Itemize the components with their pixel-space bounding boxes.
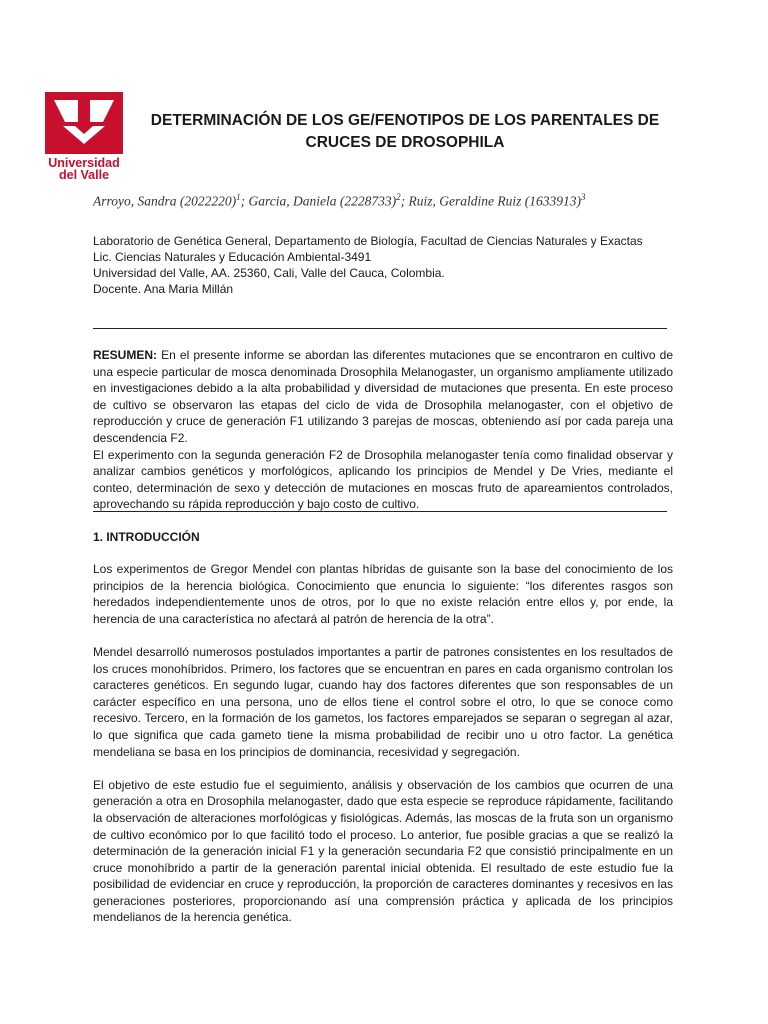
divider-top [93, 328, 667, 329]
affiliation-line: Universidad del Valle, AA. 25360, Cali, Valle del Cauca, Colombia. [93, 266, 445, 280]
abstract-paragraph: El experimento con la segunda generación F2 de Drosophila melanogaster tenía como finalidad observar y analizar cambios genéticos y morfológicos, aplicando los principios de Mendel y De Vries, mediante el conteo, determinación de sexo y detección de mutaciones en moscas fruto de apareamientos controlados, aprovechando su rápida reproducción y bajo costo de cultivo. [93, 447, 673, 512]
author-affil-marker: 3 [580, 192, 586, 202]
introduction-body [93, 561, 673, 943]
page-title [140, 110, 670, 154]
intro-paragraph: Los experimentos de Gregor Mendel con plantas híbridas de guisante son la base del conocimiento de los principios de la herencia biológica. Conocimiento que enuncia lo siguiente: “los diferentes rasgos son heredados independientemente unos de otros, por lo que no existe relación entre ellos y, por ende, la herencia de una característica no afectará al patrón de herencia de la otra”. [93, 562, 673, 626]
affiliation-line: Laboratorio de Genética General, Departamento de Biología, Facultad de Ciencias Naturales y Exactas [93, 234, 643, 248]
logo-line1: Universidad [48, 156, 120, 170]
logo-line2: del Valle [58, 168, 110, 182]
author-separator: ; [400, 193, 409, 209]
author-name: Ruiz, Geraldine Ruiz (1633913) [408, 193, 581, 209]
abstract [93, 347, 673, 513]
divider-bottom [93, 511, 667, 512]
author-name: Garcia, Daniela (2228733) [248, 193, 397, 209]
affiliation-line: Lic. Ciencias Naturales y Educación Ambiental-3491 [93, 250, 372, 264]
affiliation-line: Docente. Ana Maria Millán [93, 282, 234, 296]
author-affil-marker: 2 [396, 192, 401, 202]
section-heading: 1. INTRODUCCIÓN [93, 530, 200, 544]
title-line2: CRUCES DE DROSOPHILA [305, 134, 505, 151]
author-list [93, 192, 693, 210]
university-logo [45, 92, 123, 181]
intro-paragraph: El objetivo de este estudio fue el seguimiento, análisis y observación de los cambios que ocurren de una generación a otra en Drosophila melanogaster, dado que esta especie se reproduce rápidamente, facilitando la observación de alteraciones morfológicas y fisiológicas. Además, las moscas de la fruta son un organismo de cultivo económico por lo que facilitó todo el proceso. Lo anterior, fue posible gracias a que se realizó la determinación de la generación inicial F1 y la generación secundaria F2 que consistió principalmente en un cruce monohíbrido a partir de la generación parental inicial obtenida. El resultado de este estudio fue la posibilidad de evidenciar en cruce y reproducción, la proporción de caracteres dominantes y recesivos en las generaciones posteriores, proporcionando así una comprensión práctica y aplicada de los principios mendelianos de la herencia genética. [93, 777, 673, 925]
abstract-text: En el presente informe se abordan las diferentes mutaciones que se encontraron en cultivo de una especie particular de mosca denominada Drosophila Melanogaster, un organismo ampliamente utilizado en investigaciones debido a la alta probabilidad y diversidad de mutaciones que presenta. En este proceso de cultivo se observaron las etapas del ciclo de vida de Drosophila melanogaster, con el objetivo de reproducción y cruce de generación F1 utilizando 3 parejas de moscas, obteniendo así por cada pareja una descendencia F2. [93, 348, 673, 445]
affiliation-block [93, 233, 643, 297]
title-line1: DETERMINACIÓN DE LOS GE/FENOTIPOS DE LOS PARENTALES DE [150, 112, 660, 129]
abstract-label: RESUMEN: [93, 348, 158, 362]
intro-paragraph: Mendel desarrolló numerosos postulados importantes a partir de patrones consistentes en los resultados de los cruces monohíbridos. Primero, los factores que se encuentran en pares en cada organismo controlan los caracteres genéticos. En segundo lugar, cuando hay dos factores diferentes que son responsables de un carácter específico en una persona, uno de ellos tiene el control sobre el otro, lo que se conoce como recesivo. Tercero, en la formación de los gametos, los factores emparejados se separan o segregan al azar, lo que significa que cada gameto tiene la misma probabilidad de recibir uno u otro factor. La genética mendeliana se basa en los principios de dominancia, recesividad y segregación. [93, 644, 673, 759]
author-separator: ; [240, 193, 249, 209]
author-name: Arroyo, Sandra (2022220) [93, 193, 237, 209]
author-affil-marker: 1 [236, 192, 241, 202]
abstract-paragraph [93, 347, 673, 447]
univalle-emblem-icon [45, 92, 123, 154]
